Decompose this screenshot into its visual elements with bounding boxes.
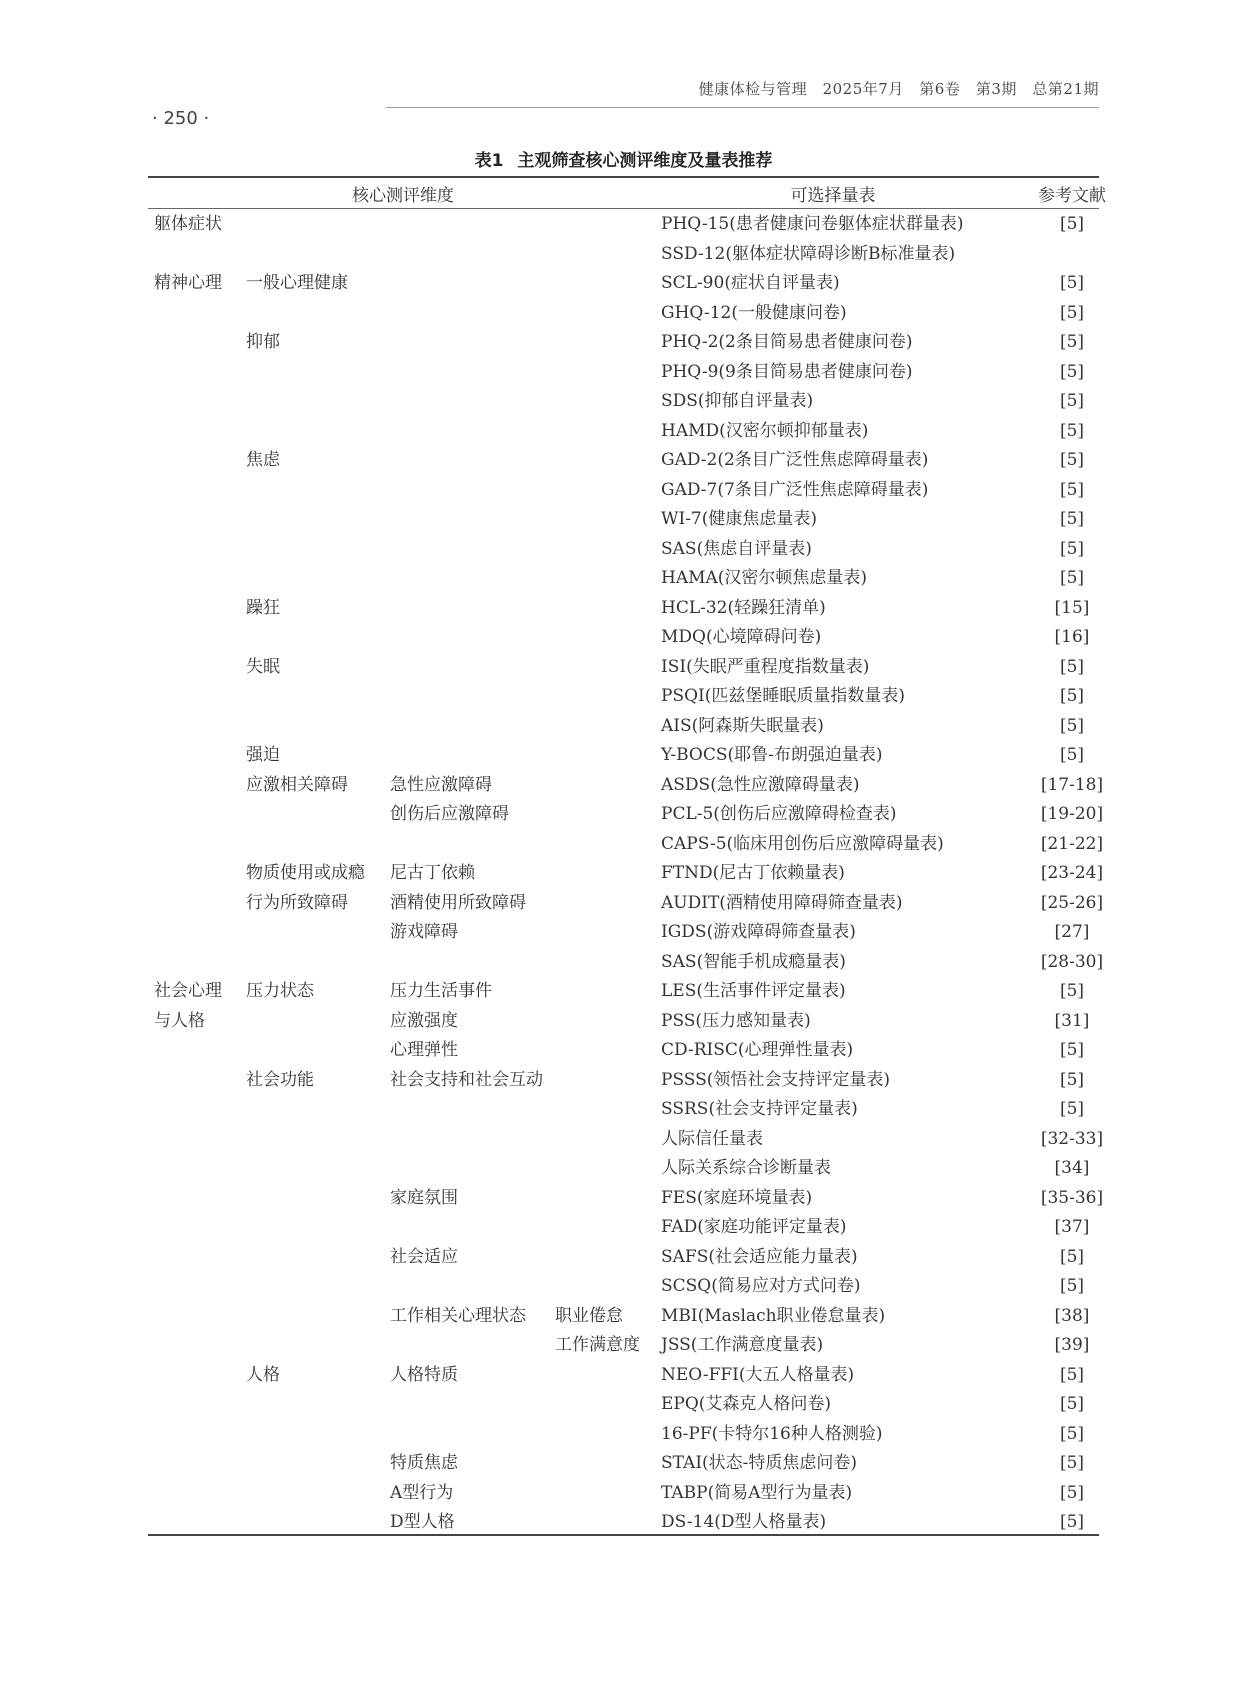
- table-row: [148, 889, 1104, 919]
- reference: [5]: [1059, 361, 1085, 382]
- table-bottom-rule: [148, 1534, 1099, 1536]
- reference: [34]: [1054, 1158, 1090, 1178]
- reference: [17-18]: [1040, 774, 1104, 795]
- dimension-level2: 躁狂: [246, 597, 280, 618]
- scale-name: SCL-90(症状自评量表): [661, 273, 840, 293]
- running-header: 健康体检与管理 2025年7月 第6卷 第3期 总第21期: [386, 78, 1099, 108]
- dimension-level3: 特质焦虑: [390, 1453, 458, 1473]
- reference: [5]: [1059, 656, 1085, 677]
- scale-name: STAI(状态-特质焦虑问卷): [661, 1453, 858, 1473]
- scale-name: HAMD(汉密尔顿抑郁量表): [661, 420, 869, 441]
- table-row: [148, 741, 1099, 771]
- table-row: [148, 859, 1104, 889]
- dimension-level3: D型人格: [390, 1512, 455, 1532]
- scale-name: HCL-32(轻躁狂清单): [661, 597, 826, 618]
- scale-name: ISI(失眠严重程度指数量表): [661, 656, 870, 677]
- scale-name: PHQ-9(9条目简易患者健康问卷): [661, 361, 913, 382]
- reference: [5]: [1059, 1512, 1085, 1532]
- dimension-level4: 工作满意度: [555, 1335, 640, 1355]
- scale-name: NEO-FFI(大五人格量表): [661, 1364, 855, 1385]
- dimension-level2: 失眠: [246, 656, 280, 677]
- dimension-level2: 一般心理健康: [246, 273, 348, 293]
- dimension-level1: 精神心理: [154, 273, 222, 293]
- scale-name: SAFS(社会适应能力量表): [661, 1246, 858, 1267]
- dimension-level1: 躯体症状: [154, 214, 222, 234]
- reference: [5]: [1059, 214, 1085, 234]
- table-row: [148, 830, 1104, 860]
- dimension-level3: 社会适应: [390, 1246, 458, 1267]
- reference: [5]: [1059, 1069, 1085, 1090]
- reference: [5]: [1059, 686, 1085, 706]
- table-row: [148, 977, 1099, 1007]
- table-row: [148, 358, 1099, 388]
- reference: [5]: [1059, 538, 1085, 559]
- reference: [5]: [1059, 302, 1085, 323]
- scale-name: WI-7(健康焦虑量表): [661, 509, 818, 529]
- reference: [38]: [1054, 1305, 1090, 1326]
- scale-name: PSS(压力感知量表): [661, 1010, 811, 1031]
- scale-name: PHQ-2(2条目简易患者健康问卷): [661, 332, 913, 352]
- reference: [5]: [1059, 1246, 1085, 1267]
- header-dimension: 核心测评维度: [352, 186, 454, 206]
- dimension-level3: 心理弹性: [390, 1040, 458, 1060]
- scale-name: JSS(工作满意度量表): [661, 1335, 824, 1355]
- scale-name: AIS(阿森斯失眠量表): [661, 715, 824, 736]
- scale-name: ASDS(急性应激障碍量表): [661, 774, 860, 795]
- table-header: [148, 181, 1106, 206]
- scale-name: EPQ(艾森克人格问卷): [661, 1394, 832, 1414]
- scale-name: FAD(家庭功能评定量表): [661, 1217, 847, 1237]
- table-row: [148, 1302, 1099, 1332]
- table-row: [148, 1213, 1099, 1243]
- table-row: [148, 417, 1099, 447]
- scale-name: SAS(智能手机成瘾量表): [661, 951, 846, 972]
- dimension-level3: 社会支持和社会互动: [390, 1069, 543, 1090]
- scale-name: FTND(尼古丁依赖量表): [661, 863, 845, 883]
- dimension-level2: 社会功能: [246, 1069, 314, 1090]
- reference: [16]: [1054, 627, 1090, 647]
- dimension-level2: 压力状态: [246, 981, 314, 1001]
- reference: [15]: [1054, 597, 1090, 618]
- scale-name: IGDS(游戏障碍筛查量表): [661, 922, 856, 942]
- reference: [5]: [1059, 1099, 1085, 1119]
- reference: [5]: [1059, 981, 1085, 1001]
- scale-name: 16-PF(卡特尔16种人格测验): [661, 1423, 883, 1444]
- scale-name: DS-14(D型人格量表): [661, 1512, 827, 1532]
- scale-name: SCSQ(简易应对方式问卷): [661, 1276, 861, 1296]
- scale-name: HAMA(汉密尔顿焦虑量表): [661, 568, 868, 588]
- scale-name: FES(家庭环境量表): [661, 1187, 813, 1208]
- table-row: [148, 269, 1099, 299]
- dimension-level3: 游戏障碍: [390, 922, 458, 942]
- table-row: [148, 446, 1099, 476]
- dimension-level3: A型行为: [390, 1482, 454, 1503]
- scale-name: GAD-7(7条目广泛性焦虑障碍量表): [661, 479, 929, 500]
- dimension-level3: 人格特质: [390, 1364, 458, 1385]
- dimension-level2: 物质使用或成瘾: [246, 863, 365, 883]
- dimension-level2: 抑郁: [246, 332, 280, 352]
- reference: [32-33]: [1040, 1128, 1104, 1149]
- header-scale: 可选择量表: [790, 186, 876, 206]
- table-row: [148, 535, 1099, 565]
- dimension-level2: 人格: [246, 1364, 280, 1385]
- reference: [5]: [1059, 1040, 1085, 1060]
- table-row: [148, 1449, 1099, 1479]
- table-row: [148, 800, 1104, 830]
- scale-name: TABP(简易A型行为量表): [661, 1482, 853, 1503]
- table-row: [148, 712, 1099, 742]
- table-row: [148, 653, 1099, 683]
- table-body: [148, 210, 1104, 1538]
- reference: [5]: [1059, 1453, 1085, 1473]
- reference: [21-22]: [1040, 833, 1104, 854]
- header-reference: 参考文献: [1038, 186, 1106, 206]
- table-row: [148, 1095, 1099, 1125]
- scale-name: PCL-5(创伤后应激障碍检查表): [661, 804, 897, 824]
- reference: [5]: [1059, 332, 1085, 352]
- table-row: [148, 1066, 1099, 1096]
- table-row: [148, 328, 1099, 358]
- table-row: [148, 918, 1099, 948]
- reference: [25-26]: [1040, 892, 1104, 913]
- reference: [19-20]: [1040, 804, 1104, 824]
- reference: [5]: [1059, 509, 1085, 529]
- scale-name: MBI(Maslach职业倦怠量表): [661, 1305, 886, 1326]
- dimension-level3: 工作相关心理状态: [390, 1305, 526, 1326]
- table-row: [148, 505, 1099, 535]
- scale-name: PSQI(匹兹堡睡眠质量指数量表): [661, 686, 906, 706]
- table-header-rule: [148, 208, 1099, 209]
- scale-name: CAPS-5(临床用创伤后应激障碍量表): [661, 833, 944, 854]
- table-row: [148, 1125, 1104, 1155]
- table-row: [148, 1479, 1099, 1509]
- table-row: [148, 1420, 1099, 1450]
- scale-name: SSRS(社会支持评定量表): [661, 1099, 858, 1119]
- scale-name: SSD-12(躯体症状障碍诊断B标准量表): [661, 243, 956, 264]
- dimension-level3: 家庭氛围: [390, 1187, 458, 1208]
- table-row: [148, 1243, 1099, 1273]
- table-row: [148, 1390, 1099, 1420]
- dimension-level2: 焦虑: [246, 450, 280, 470]
- scale-name: Y-BOCS(耶鲁-布朗强迫量表): [661, 745, 883, 765]
- reference: [5]: [1059, 391, 1085, 411]
- table-top-rule: [148, 176, 1099, 178]
- dimension-level3: 创伤后应激障碍: [390, 804, 509, 824]
- scale-name: LES(生活事件评定量表): [661, 981, 846, 1001]
- dimension-level3: 尼古丁依赖: [390, 863, 475, 883]
- table-row: [148, 771, 1104, 801]
- scale-name: GHQ-12(一般健康问卷): [661, 302, 847, 323]
- reference: [5]: [1059, 715, 1085, 736]
- table-row: [148, 1154, 1099, 1184]
- scale-name: GAD-2(2条目广泛性焦虑障碍量表): [661, 450, 929, 470]
- reference: [39]: [1054, 1335, 1090, 1355]
- reference: [5]: [1059, 1423, 1085, 1444]
- table-row: [148, 240, 1099, 270]
- reference: [27]: [1054, 922, 1090, 942]
- scale-name: MDQ(心境障碍问卷): [661, 627, 822, 647]
- dimension-level3: 应激强度: [390, 1010, 458, 1031]
- dimension-level3: 急性应激障碍: [390, 774, 492, 795]
- scale-name: 人际关系综合诊断量表: [661, 1158, 831, 1178]
- table-row: [148, 1331, 1099, 1361]
- dimension-level2: 强迫: [246, 745, 280, 765]
- dimension-level2: 行为所致障碍: [246, 892, 348, 913]
- table-row: [148, 1184, 1104, 1214]
- scale-name: AUDIT(酒精使用障碍筛查量表): [661, 892, 903, 913]
- dimension-level1: 与人格: [154, 1010, 205, 1031]
- dimension-level4: 职业倦怠: [555, 1305, 623, 1326]
- table-row: [148, 623, 1099, 653]
- scale-name: CD-RISC(心理弹性量表): [661, 1040, 854, 1060]
- table-row: [148, 387, 1099, 417]
- reference: [28-30]: [1040, 951, 1104, 972]
- reference: [5]: [1059, 1482, 1085, 1503]
- table-row: [148, 1272, 1099, 1302]
- table-row: [148, 1007, 1099, 1037]
- table-row: [148, 1036, 1099, 1066]
- reference: [37]: [1054, 1217, 1090, 1237]
- reference: [5]: [1059, 1276, 1085, 1296]
- scale-name: 人际信任量表: [661, 1128, 763, 1149]
- table-caption: [148, 146, 1099, 171]
- reference: [5]: [1059, 1394, 1085, 1414]
- reference: [5]: [1059, 568, 1085, 588]
- reference: [23-24]: [1040, 863, 1104, 883]
- reference: [5]: [1059, 420, 1085, 441]
- reference: [35-36]: [1040, 1187, 1104, 1208]
- scale-name: PHQ-15(患者健康问卷躯体症状群量表): [661, 214, 964, 234]
- table-title: 主观筛查核心测评维度及量表推荐: [517, 151, 773, 171]
- dimension-level2: 应激相关障碍: [246, 774, 348, 795]
- table-row: [148, 210, 1099, 240]
- table-row: [148, 1361, 1099, 1391]
- reference: [5]: [1059, 745, 1085, 765]
- reference: [31]: [1054, 1010, 1090, 1031]
- table-row: [148, 594, 1099, 624]
- dimension-level3: 压力生活事件: [390, 981, 492, 1001]
- dimension-level1: 社会心理: [154, 981, 222, 1001]
- reference: [5]: [1059, 1364, 1085, 1385]
- page-number: · 250 ·: [152, 108, 210, 129]
- table-number: 表1: [474, 151, 504, 171]
- reference: [5]: [1059, 450, 1085, 470]
- table-row: [148, 299, 1099, 329]
- table-row: [148, 564, 1099, 594]
- scale-name: PSSS(领悟社会支持评定量表): [661, 1069, 891, 1090]
- table-row: [148, 948, 1104, 978]
- table-row: [148, 682, 1099, 712]
- table-row: [148, 476, 1099, 506]
- dimension-level3: 酒精使用所致障碍: [390, 892, 526, 913]
- reference: [5]: [1059, 479, 1085, 500]
- scale-name: SDS(抑郁自评量表): [661, 391, 814, 411]
- scale-name: SAS(焦虑自评量表): [661, 538, 812, 559]
- reference: [5]: [1059, 273, 1085, 293]
